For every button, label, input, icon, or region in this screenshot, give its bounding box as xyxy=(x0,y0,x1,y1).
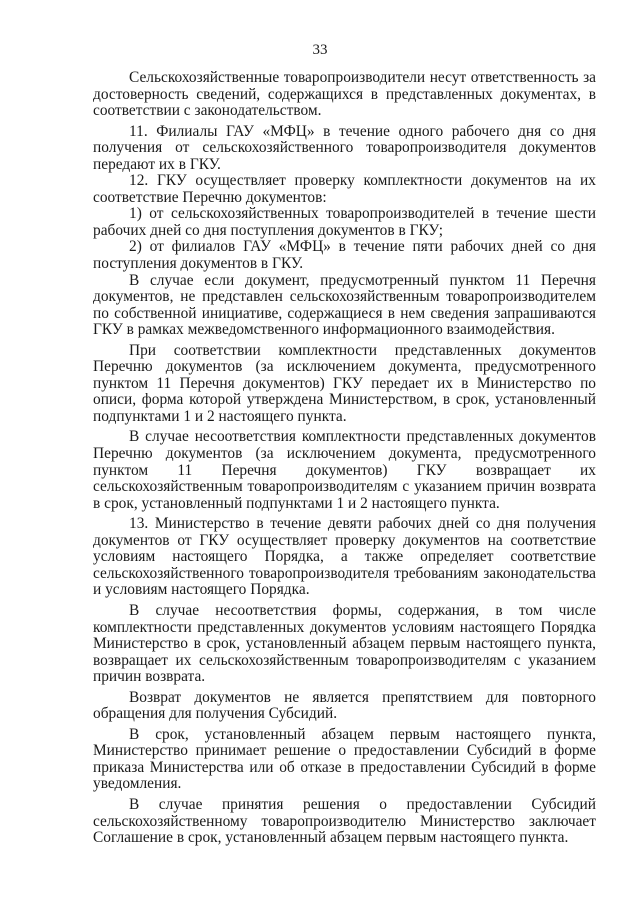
paragraph: Сельскохозяйственные товаропроизводители несут ответственность за достоверность сведений, содержащихся в представленных документах, в соответствии с законодательством. xyxy=(93,69,596,120)
subitem-2: 2) от филиалов ГАУ «МФЦ» в течение пяти рабочих дней со дня поступления документов в ГКУ. xyxy=(93,238,596,273)
paragraph-item-11: 11. Филиалы ГАУ «МФЦ» в течение одного рабочего дня со дня получения от сельскохозяйственного товаропроизводителя документов передают их в ГКУ. xyxy=(93,122,596,173)
paragraph: В случае несоответствия комплектности представленных документов Перечню документов (за исключением документа, предусмотренного пунктом 11 Перечня документов) ГКУ возвращает их сельскохозяйственным товаропроизводителям с указанием причин возврата в срок, установленный подпунктами 1 и 2 настоящего пункта. xyxy=(93,428,596,512)
paragraph-item-13: 13. Министерство в течение девяти рабочих дней со дня получения документов от ГКУ осуществляет проверку документов на соответствие условиям настоящего Порядка, а также определяет соответствие сельскохозяйственного товаропроизводителя требованиям законодательства и условиям настоящего Порядка. xyxy=(93,515,596,599)
paragraph: В случае несоответствия формы, содержания, в том числе комплектности представленных документов условиям настоящего Порядка Министерство в срок, установленный абзацем первым настоящего пункта, возвращает их сельскохозяйственным товаропроизводителям с указанием причин возврата. xyxy=(93,601,596,686)
paragraph: В случае если документ, предусмотренный пунктом 11 Перечня документов, не представлен сельскохозяйственным товаропроизводителем по собственной инициативе, содержащиеся в нем сведения запрашиваются ГКУ в рамках межведомственного информационного взаимодействия. xyxy=(93,271,596,339)
document-body xyxy=(93,70,596,851)
paragraph: При соответствии комплектности представленных документов Перечню документов (за исключением документа, предусмотренного пунктом 11 Перечня документов) ГКУ передает их в Министерство по описи, форма которой утверждена Министерством, в срок, установленный подпунктами 1 и 2 настоящего пункта. xyxy=(93,341,596,425)
paragraph-item-12: 12. ГКУ осуществляет проверку комплектности документов на их соответствие Перечню документов: xyxy=(93,172,596,206)
subitem-1: 1) от сельскохозяйственных товаропроизводителей в течение шести рабочих дней со дня поступления документов в ГКУ; xyxy=(93,205,596,239)
paragraph: В срок, установленный абзацем первым настоящего пункта, Министерство принимает решение о предоставлении Субсидий в форме приказа Министерства или об отказе в предоставлении Субсидий в форме уведомления. xyxy=(93,725,596,793)
paragraph: Возврат документов не является препятствием для повторного обращения для получения Субсидий. xyxy=(93,688,596,723)
paragraph: В случае принятия решения о предоставлении Субсидий сельскохозяйственному товаропроизводителю Министерство заключает Соглашение в срок, установленный абзацем первым настоящего пункта. xyxy=(93,795,596,847)
page-number: 33 xyxy=(312,42,328,58)
